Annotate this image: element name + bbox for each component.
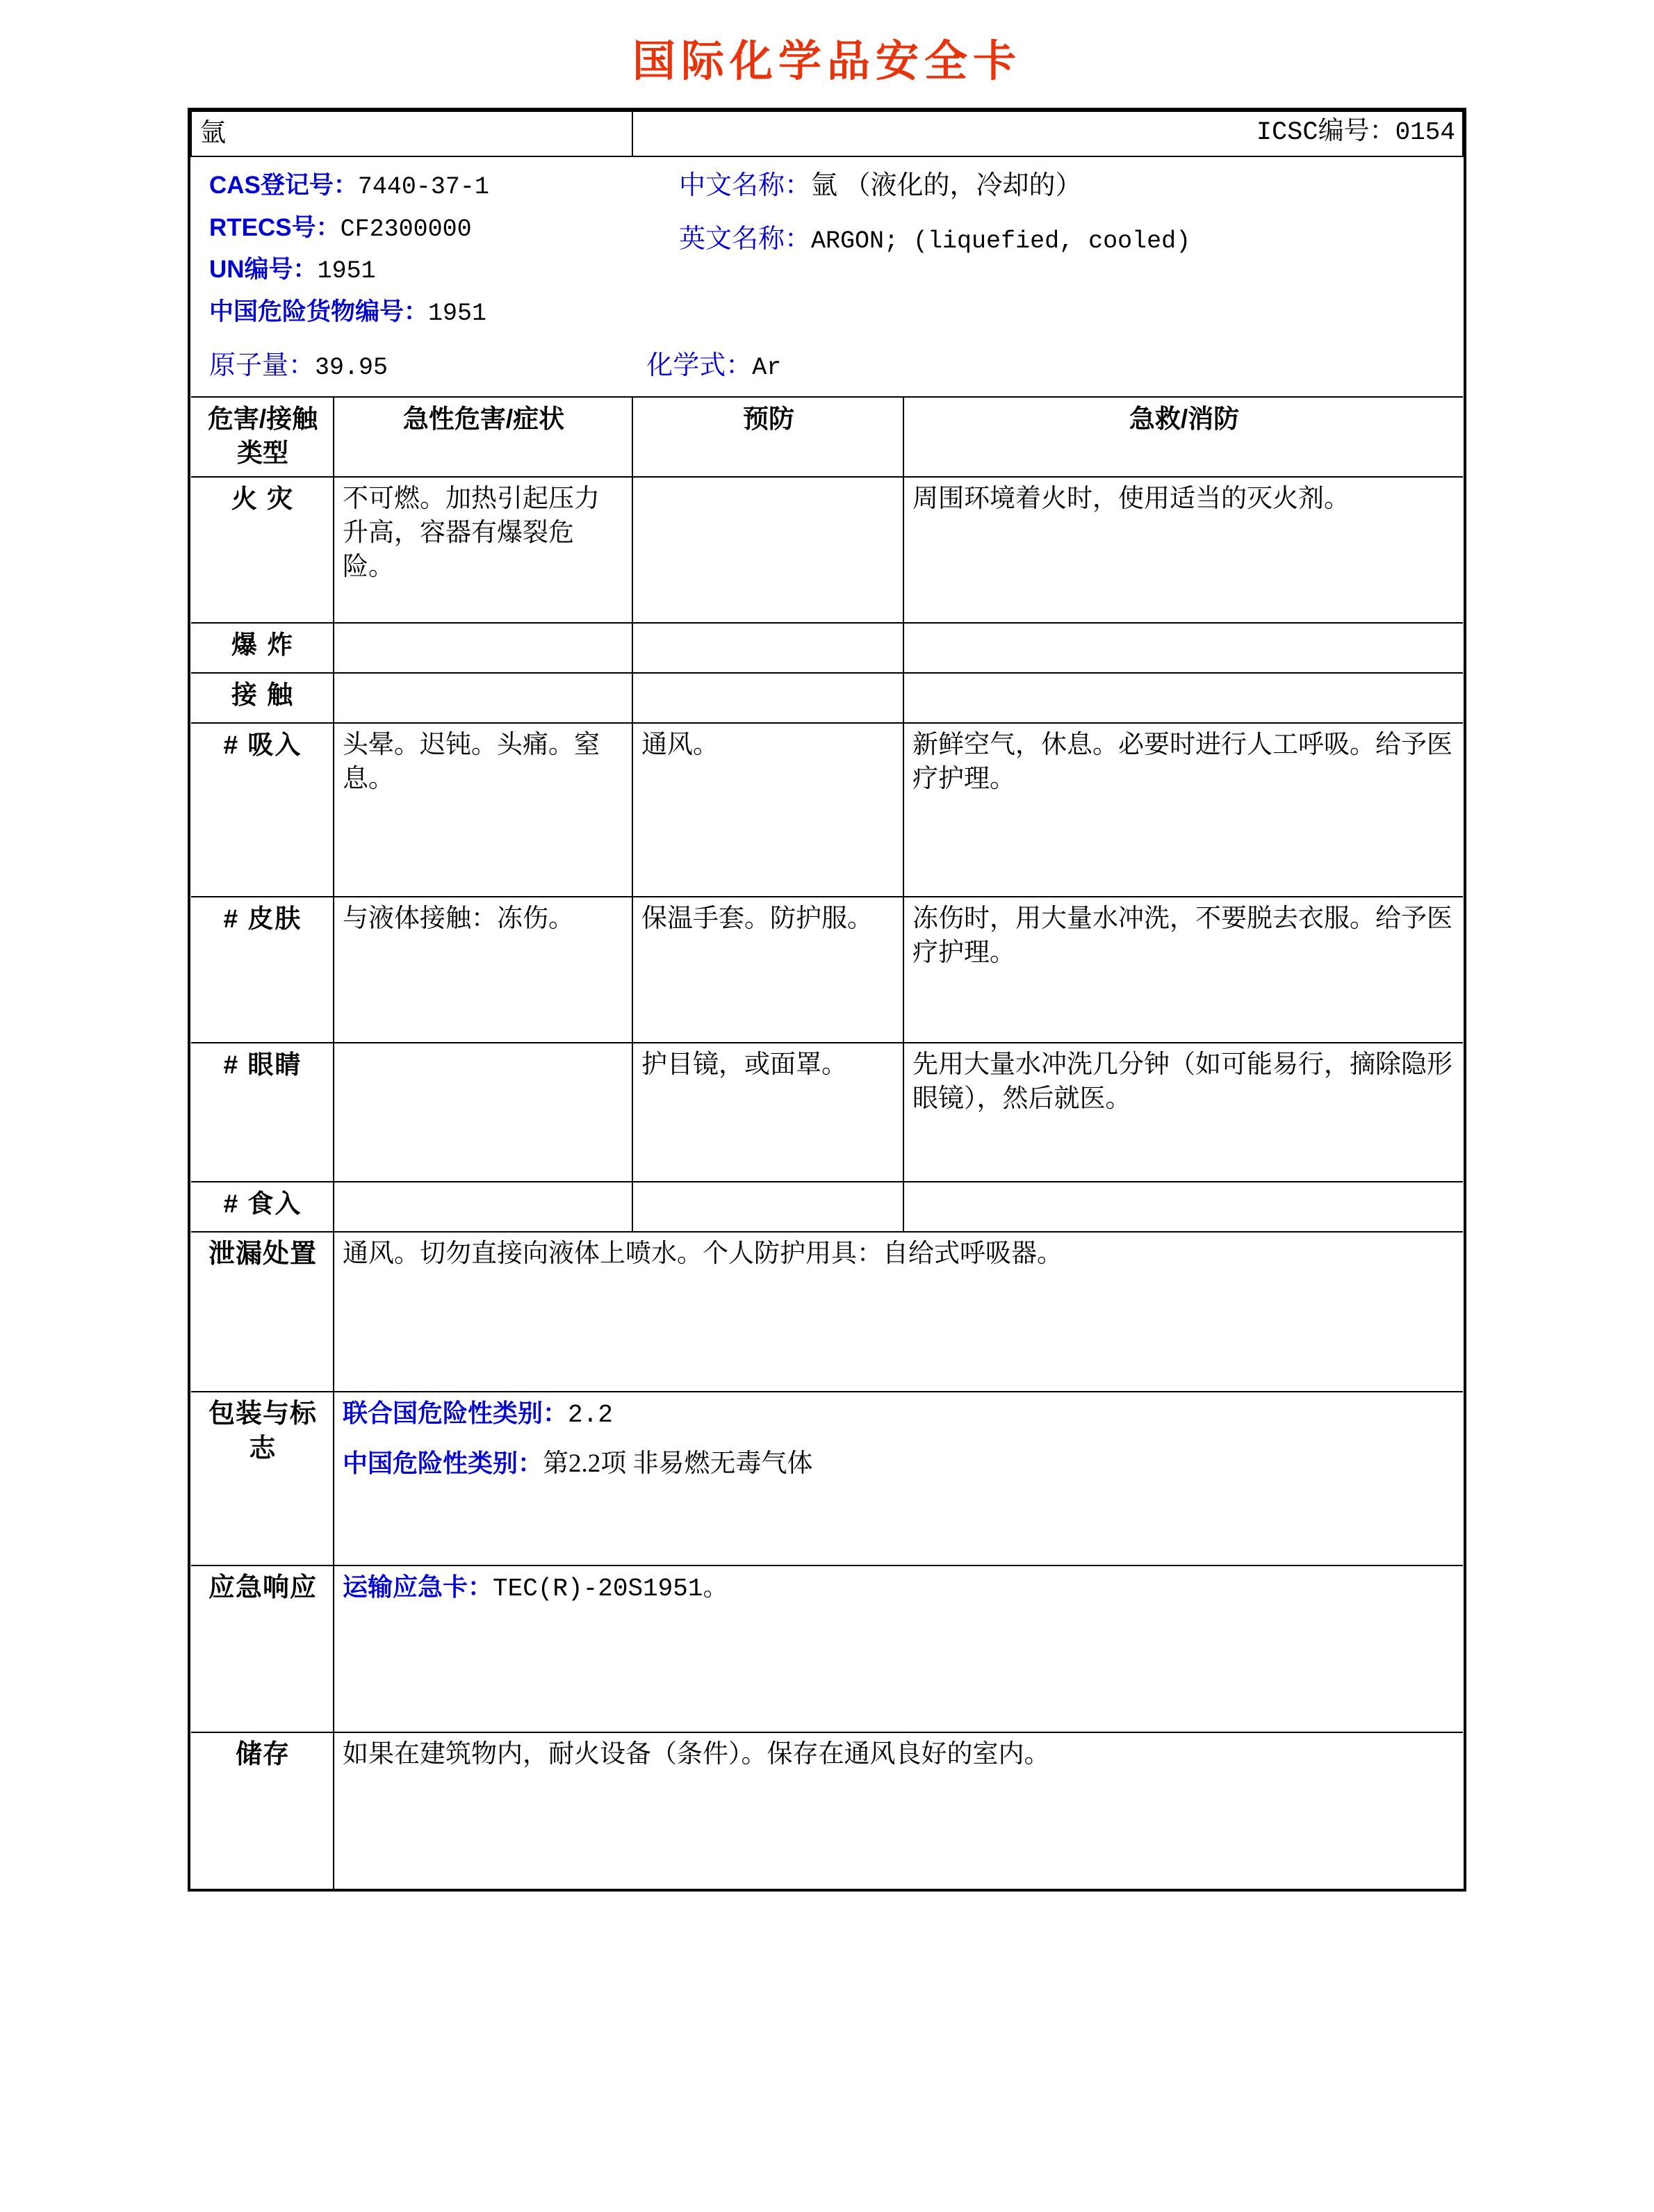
table-row [191, 477, 1463, 623]
section-label-packaging: 包装与标志 [191, 1392, 334, 1566]
section-label-storage: 储存 [191, 1732, 334, 1889]
atomic-weight-label: 原子量： [209, 350, 316, 380]
section-row-emergency [191, 1566, 1463, 1732]
cell-explosion-acute [334, 623, 632, 673]
section-row-spillage [191, 1232, 1463, 1392]
cell-skin-prevention: 保温手套。防护服。 [632, 897, 903, 1043]
row-label-eyes: # 眼睛 [191, 1043, 334, 1182]
identification-bottom [209, 348, 1446, 384]
formula-label: 化学式： [646, 350, 753, 380]
packaging-un-class-label: 联合国危险性类别： [343, 1398, 568, 1427]
cell-ingestion-acute [334, 1182, 632, 1232]
chinese-name-line [679, 168, 1442, 204]
table-row [191, 623, 1463, 673]
packaging-cn-class-value: 第2.2项 非易燃无毒气体 [543, 1449, 813, 1479]
icsc-number-cell [632, 111, 1463, 156]
china-dangerous-label: 中国危险货物编号： [209, 298, 429, 325]
page-title: 国际化学品安全卡 [632, 38, 1022, 86]
row-label-inhalation: # 吸入 [191, 723, 334, 897]
col-header-prevention: 预防 [632, 397, 903, 476]
un-label: UN编号： [209, 256, 318, 284]
col-header-hazard-type [191, 397, 334, 476]
china-dangerous-line [209, 295, 654, 330]
col-header-acute: 急性危害/症状 [334, 397, 632, 476]
table-row [191, 1182, 1463, 1232]
row-label-ingestion: # 食入 [191, 1182, 334, 1232]
section-content-emergency [334, 1566, 1463, 1732]
col-header-hazard-type-line2: 类型 [237, 439, 288, 468]
cell-ingestion-prevention [632, 1182, 903, 1232]
section-content-storage: 如果在建筑物内，耐火设备（条件）。保存在通风良好的室内。 [334, 1732, 1463, 1889]
rtecs-label: RTECS号： [209, 213, 341, 241]
identification-row [191, 156, 1463, 397]
cell-eyes-acute [334, 1043, 632, 1182]
emergency-tec-value: TEC(R)-20S1951。 [493, 1574, 728, 1603]
cas-label: CAS登记号： [209, 172, 358, 200]
identification-right [679, 168, 1442, 264]
row-label-exposure: 接 触 [191, 673, 334, 723]
card-header-row [191, 111, 1463, 156]
packaging-un-class-value: 2.2 [568, 1400, 613, 1429]
table-row [191, 1043, 1463, 1182]
emergency-tec-label: 运输应急卡： [343, 1572, 493, 1601]
section-row-packaging [191, 1392, 1463, 1566]
section-content-packaging [334, 1392, 1463, 1566]
identification-block [191, 156, 1463, 397]
cell-fire-prevention [632, 477, 903, 623]
packaging-cn-class-line [343, 1447, 1456, 1481]
cell-inhalation-prevention: 通风。 [632, 723, 903, 897]
cell-exposure-acute [334, 673, 632, 723]
formula-value: Ar [752, 353, 782, 382]
cell-inhalation-firstaid: 新鲜空气，休息。必要时进行人工呼吸。给予医疗护理。 [903, 723, 1463, 897]
row-label-explosion: 爆 炸 [191, 623, 334, 673]
col-header-hazard-type-line1: 危害/接触 [207, 405, 318, 434]
table-row [191, 723, 1463, 897]
cell-inhalation-acute: 头晕。迟钝。头痛。窒息。 [334, 723, 632, 897]
english-name-label: 英文名称： [679, 224, 812, 254]
icsc-card [188, 108, 1466, 1892]
packaging-cn-class-label: 中国危险性类别： [343, 1449, 543, 1478]
section-label-emergency: 应急响应 [191, 1566, 334, 1732]
formula-line [646, 352, 781, 380]
china-dangerous-value: 1951 [428, 299, 487, 327]
cas-value: 7440-37-1 [357, 173, 489, 202]
substance-name: 氩 [191, 111, 632, 156]
english-name-value: ARGON; (liquefied, cooled) [811, 227, 1191, 255]
row-label-skin: # 皮肤 [191, 897, 334, 1043]
atomic-weight-line [209, 348, 557, 384]
icsc-number-label: ICSC编号： [1256, 118, 1395, 147]
cell-ingestion-firstaid [903, 1182, 1463, 1232]
cell-explosion-firstaid [903, 623, 1463, 673]
rtecs-line [209, 211, 654, 246]
un-value: 1951 [317, 257, 376, 286]
col-header-firstaid: 急救/消防 [903, 397, 1463, 476]
cell-exposure-prevention [632, 673, 903, 723]
cell-fire-acute: 不可燃。加热引起压力升高，容器有爆裂危险。 [334, 477, 632, 623]
cell-exposure-firstaid [903, 673, 1463, 723]
cell-fire-firstaid: 周围环境着火时，使用适当的灭火剂。 [903, 477, 1463, 623]
atomic-weight-value: 39.95 [315, 353, 388, 382]
column-header-row [191, 397, 1463, 476]
section-content-spillage: 通风。切勿直接向液体上喷水。个人防护用具：自给式呼吸器。 [334, 1232, 1463, 1392]
icsc-table [190, 111, 1464, 1889]
english-name-line [679, 222, 1442, 258]
chinese-name-label: 中文名称： [679, 171, 812, 201]
section-label-spillage: 泄漏处置 [191, 1232, 334, 1392]
section-row-storage [191, 1732, 1463, 1889]
cell-skin-acute: 与液体接触：冻伤。 [334, 897, 632, 1043]
emergency-tec-line [343, 1570, 1456, 1606]
cas-line [209, 168, 654, 204]
table-row [191, 673, 1463, 723]
rtecs-value: CF2300000 [340, 215, 472, 243]
icsc-number-value: 0154 [1395, 118, 1455, 147]
row-label-fire: 火 灾 [191, 477, 334, 623]
cell-skin-firstaid: 冻伤时，用大量水冲洗，不要脱去衣服。给予医疗护理。 [903, 897, 1463, 1043]
identification-left [209, 168, 654, 336]
un-line [209, 252, 654, 288]
cell-eyes-firstaid: 先用大量水冲洗几分钟（如可能易行，摘除隐形眼镜），然后就医。 [903, 1043, 1463, 1182]
packaging-un-class-line [343, 1397, 1456, 1432]
cell-explosion-prevention [632, 623, 903, 673]
cell-eyes-prevention: 护目镜，或面罩。 [632, 1043, 903, 1182]
table-row [191, 897, 1463, 1043]
chinese-name-value: 氩 （液化的，冷却的） [811, 171, 1082, 201]
